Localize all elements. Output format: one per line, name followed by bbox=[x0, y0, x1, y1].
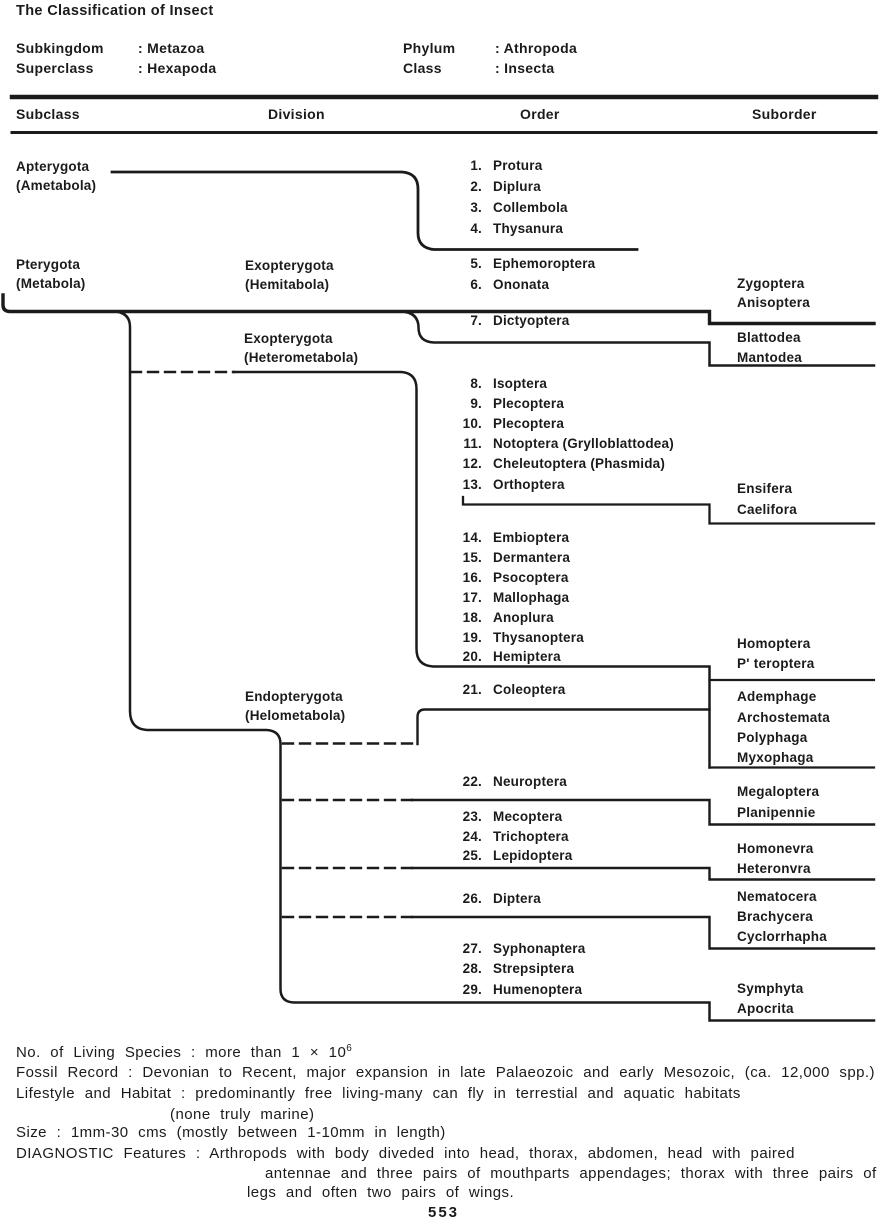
order-name: Thysanura bbox=[493, 221, 564, 236]
suborder-label: Mantodea bbox=[737, 350, 803, 365]
order-number: 12. bbox=[462, 456, 482, 471]
footer-line bbox=[247, 1184, 514, 1201]
order-name: Plecoptera bbox=[493, 416, 565, 431]
order-number: 3. bbox=[470, 200, 482, 215]
order-name: Embioptera bbox=[493, 530, 570, 545]
division-exopterygota-heterometabola bbox=[244, 329, 358, 367]
order-name: Ephemoroptera bbox=[493, 256, 596, 271]
order-name: Dictyoptera bbox=[493, 313, 570, 328]
subclass-name: Apterygota bbox=[16, 159, 90, 174]
order-number: 25. bbox=[462, 848, 482, 863]
division-name: Exopterygota bbox=[244, 331, 333, 346]
order-name: Anoplura bbox=[493, 610, 554, 625]
suborder-label: Homoptera bbox=[737, 636, 811, 651]
subclass-metamorphosis: (Metabola) bbox=[16, 276, 86, 291]
suborder-label: Polyphaga bbox=[737, 730, 808, 745]
page-title: The Classification of Insect bbox=[16, 3, 214, 19]
order-number: 11. bbox=[463, 436, 482, 451]
division-endopterygota bbox=[245, 687, 345, 725]
order-row bbox=[452, 179, 541, 194]
footer-line bbox=[16, 1043, 352, 1061]
order-name: Orthoptera bbox=[493, 477, 565, 492]
order-row bbox=[452, 396, 564, 411]
order-number: 26. bbox=[462, 891, 482, 906]
suborder-label: Zygoptera bbox=[737, 276, 805, 291]
footer-line bbox=[16, 1064, 875, 1081]
order-name: Mallophaga bbox=[493, 590, 570, 605]
division-metamorphosis: (Helometabola) bbox=[245, 708, 346, 723]
suborder-label: Apocrita bbox=[737, 1001, 794, 1016]
header-label-phylum: Phylum bbox=[403, 40, 456, 56]
order-number: 18. bbox=[462, 610, 482, 625]
header-label-subkingdom: Subkingdom bbox=[16, 40, 104, 56]
order-row bbox=[452, 590, 569, 605]
order-number: 7. bbox=[470, 313, 482, 328]
order-name: Collembola bbox=[493, 200, 568, 215]
order-row bbox=[452, 829, 569, 844]
header-value-subkingdom: : Metazoa bbox=[138, 40, 205, 56]
header-value-superclass: : Hexapoda bbox=[138, 60, 217, 76]
order-number: 5. bbox=[470, 256, 482, 271]
suborder-label: Nematocera bbox=[737, 889, 817, 904]
column-header-suborder: Suborder bbox=[752, 106, 817, 122]
footer-superscript: 6 bbox=[346, 1043, 353, 1054]
order-name: Diplura bbox=[493, 179, 541, 194]
connector-coleoptera bbox=[418, 710, 710, 745]
suborder-label: Ademphage bbox=[737, 689, 817, 704]
suborder-label: Blattodea bbox=[737, 330, 801, 345]
order-row bbox=[452, 941, 585, 956]
column-header-division: Division bbox=[268, 106, 325, 122]
header-label-superclass: Superclass bbox=[16, 60, 94, 76]
order-number: 22. bbox=[462, 774, 482, 789]
separator-orthoptera bbox=[463, 497, 874, 524]
division-exopterygota-hemitabola bbox=[245, 256, 334, 294]
order-number: 13. bbox=[462, 477, 482, 492]
order-name: Lepidoptera bbox=[493, 848, 573, 863]
subclass-name: Pterygota bbox=[16, 257, 81, 272]
order-row bbox=[452, 530, 569, 545]
order-name: Dermantera bbox=[493, 550, 571, 565]
order-row bbox=[452, 649, 561, 664]
order-name: Humenoptera bbox=[493, 982, 583, 997]
subclass-metamorphosis: (Ametabola) bbox=[16, 178, 97, 193]
order-number: 16. bbox=[462, 570, 482, 585]
order-number: 24. bbox=[462, 829, 482, 844]
order-number: 20. bbox=[462, 649, 482, 664]
order-number: 19. bbox=[462, 630, 482, 645]
order-row bbox=[452, 570, 569, 585]
order-name: Coleoptera bbox=[493, 682, 566, 697]
order-row bbox=[452, 200, 568, 215]
footer-text: Fossil Record : Devonian to Recent, major expansion in late Palaeozoic and early Mesozoic, (ca. 12,000 spp.) bbox=[16, 1064, 875, 1081]
order-name: Strepsiptera bbox=[493, 961, 575, 976]
order-row bbox=[452, 809, 562, 824]
order-number: 14. bbox=[462, 530, 482, 545]
order-name: Mecoptera bbox=[493, 809, 563, 824]
order-name: Protura bbox=[493, 158, 543, 173]
suborder-label: P' teroptera bbox=[737, 656, 815, 671]
order-name: Neuroptera bbox=[493, 774, 568, 789]
order-number: 23. bbox=[462, 809, 482, 824]
page-number-clipped: 553 bbox=[428, 1204, 460, 1221]
footer-line bbox=[16, 1145, 795, 1162]
order-number: 28. bbox=[462, 961, 482, 976]
order-row bbox=[452, 277, 549, 292]
suborder-label: Brachycera bbox=[737, 909, 814, 924]
order-name: Notoptera (Grylloblattodea) bbox=[493, 436, 674, 451]
order-row bbox=[452, 961, 574, 976]
order-row bbox=[452, 158, 542, 173]
order-number: 2. bbox=[470, 179, 482, 194]
suborder-label: Planipennie bbox=[737, 805, 816, 820]
order-row bbox=[452, 436, 674, 451]
suborder-label: Ensifera bbox=[737, 481, 793, 496]
order-row bbox=[452, 456, 665, 471]
footer-text: Size : 1mm-30 cms (mostly between 1-10mm in length) bbox=[16, 1124, 446, 1141]
order-number: 10. bbox=[462, 416, 482, 431]
order-number: 1. bbox=[470, 158, 482, 173]
column-header-order: Order bbox=[520, 106, 560, 122]
footer-line bbox=[16, 1085, 741, 1102]
order-number: 15. bbox=[462, 550, 482, 565]
order-name: Psocoptera bbox=[493, 570, 569, 585]
order-row bbox=[452, 550, 570, 565]
footer-text: No. of Living Species : more than 1 × 10 bbox=[16, 1044, 347, 1061]
order-number: 17. bbox=[462, 590, 482, 605]
footer-line bbox=[265, 1165, 877, 1182]
order-row bbox=[452, 376, 547, 391]
order-row bbox=[452, 610, 554, 625]
order-name: Thysanoptera bbox=[493, 630, 584, 645]
order-row bbox=[452, 630, 584, 645]
order-row bbox=[452, 891, 541, 906]
order-name: Trichoptera bbox=[493, 829, 569, 844]
suborder-label: Symphyta bbox=[737, 981, 804, 996]
header-value-class: : Insecta bbox=[495, 60, 555, 76]
footer-text: DIAGNOSTIC Features : Arthropods with body diveded into head, thorax, abdomen, head with paired bbox=[16, 1145, 795, 1162]
suborder-label: Heteronvra bbox=[737, 861, 811, 876]
order-name: Plecoptera bbox=[493, 396, 565, 411]
order-number: 9. bbox=[470, 396, 482, 411]
division-name: Exopterygota bbox=[245, 258, 334, 273]
order-row bbox=[452, 774, 567, 789]
subclass-apterygota bbox=[16, 157, 96, 195]
order-row bbox=[452, 848, 572, 863]
order-name: Cheleutoptera (Phasmida) bbox=[493, 456, 666, 471]
order-name: Syphonaptera bbox=[493, 941, 586, 956]
division-name: Endopterygota bbox=[245, 689, 343, 704]
order-number: 21. bbox=[462, 682, 482, 697]
footer-line bbox=[170, 1106, 314, 1123]
order-row bbox=[452, 682, 566, 697]
suborder-label: Myxophaga bbox=[737, 750, 814, 765]
suborder-label: Anisoptera bbox=[737, 295, 811, 310]
header-value-phylum: : Athropoda bbox=[495, 40, 578, 56]
order-row bbox=[452, 221, 563, 236]
order-number: 4. bbox=[470, 221, 482, 236]
order-row bbox=[452, 313, 569, 328]
suborder-label: Archostemata bbox=[737, 710, 831, 725]
order-row bbox=[452, 982, 582, 997]
suborder-label: Homonevra bbox=[737, 841, 814, 856]
suborder-label: Cyclorrhapha bbox=[737, 929, 828, 944]
order-name: Ononata bbox=[493, 277, 550, 292]
order-name: Hemiptera bbox=[493, 649, 561, 664]
header-label-class: Class bbox=[403, 60, 442, 76]
order-name: Isoptera bbox=[493, 376, 548, 391]
footer-text: antennae and three pairs of mouthparts appendages; thorax with three pairs of bbox=[265, 1165, 877, 1182]
subclass-pterygota bbox=[16, 255, 86, 293]
order-row bbox=[452, 256, 595, 271]
order-number: 6. bbox=[470, 277, 482, 292]
division-metamorphosis: (Hemitabola) bbox=[245, 277, 330, 292]
order-name: Diptera bbox=[493, 891, 541, 906]
suborder-label: Caelifora bbox=[737, 502, 798, 517]
suborder-label: Megaloptera bbox=[737, 784, 820, 799]
footer-line bbox=[16, 1124, 446, 1141]
column-header-subclass: Subclass bbox=[16, 106, 80, 122]
order-row bbox=[452, 477, 565, 492]
footer-text: Lifestyle and Habitat : predominantly free living-many can fly in terrestial and aquatic habitats bbox=[16, 1085, 741, 1102]
order-row bbox=[452, 416, 564, 431]
order-number: 29. bbox=[462, 982, 482, 997]
footer-text: legs and often two pairs of wings. bbox=[247, 1184, 515, 1201]
footer-text: (none truly marine) bbox=[170, 1106, 315, 1123]
order-number: 8. bbox=[470, 376, 482, 391]
division-metamorphosis: (Heterometabola) bbox=[244, 350, 359, 365]
order-number: 27. bbox=[462, 941, 482, 956]
